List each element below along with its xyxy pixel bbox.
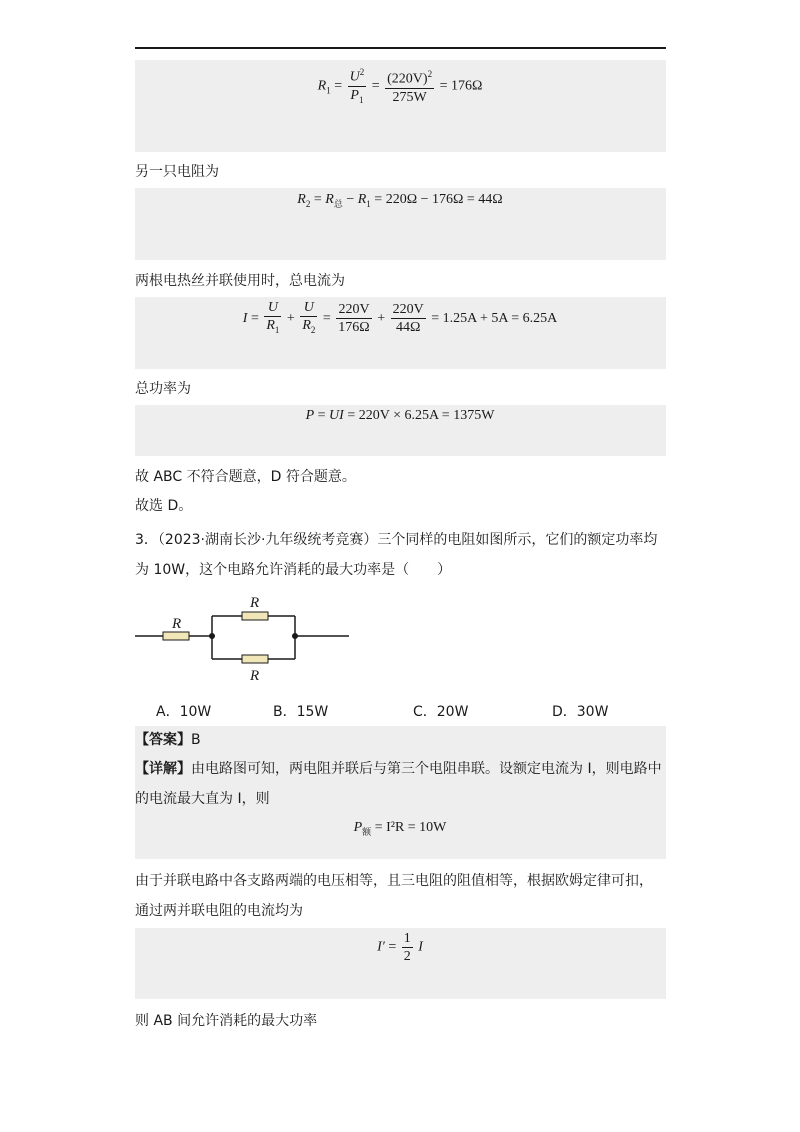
formula-r2: $R_2 = R_总 - R_1 = 220\Omega - 176\Omega = 44\Omega$ [297,192,503,209]
formula-power: P = UI = 220V × 6.25A = 1375W [305,408,495,423]
label-r-bottom: R [250,668,260,684]
text-choice: 故选 D。 [135,498,193,514]
text-total-current: 两根电热丝并联使用时，总电流为 [135,273,345,289]
option-a[interactable]: A．10W [156,704,212,720]
label-r-series: R [172,616,182,632]
text-total-power: 总功率为 [135,381,191,397]
text-conclusion: 故 ABC 不符合题意，D 符合题意。 [135,469,356,485]
question-line-2: 为 10W，这个电路允许消耗的最大功率是（ ） [135,562,452,578]
text-parallel-line-1: 由于并联电路中各支路两端的电压相等，且三电阻的阻值相等，根据欧姆定律可扣， [135,873,653,889]
answer-value: B [191,732,201,748]
text-other-resistor: 另一只电阻为 [135,164,219,180]
option-b[interactable]: B．15W [273,704,329,720]
resistor-bottom [242,655,268,663]
option-c[interactable]: C．20W [413,704,469,720]
formula-branch-current: I′ = $\frac{1}{2}$ I [377,931,423,964]
answer-label: 【答案】 [135,732,191,748]
label-r-top: R [250,595,260,611]
option-d[interactable]: D．30W [552,704,609,720]
circuit-diagram [130,588,360,688]
detail-label: 【详解】 [135,761,191,777]
text-parallel-line-2: 通过两并联电阻的电流均为 [135,903,303,919]
header-rule [135,47,666,49]
text-max-power: 则 AB 间允许消耗的最大功率 [135,1013,318,1029]
detail-line-1: 【详解】由电路图可知，两电阻并联后与第三个电阻串联。设额定电流为 I，则电路中 [135,761,662,777]
formula-rated-power: $P_额 = I^2R = 10W$ [353,820,447,837]
formula-current: I = $\frac{U}{R_1}$ + $\frac{U}{R_2}$ = $\frac{220V}{176\Omega}$ + $\frac{220V}{44\Omega}$ = 1.25A + 5A = 6.25A [242,300,558,336]
detail-line-2: 的电流最大直为 I，则 [135,791,270,807]
answer-line [135,730,201,750]
resistor-top [242,612,268,620]
resistor-series [163,632,189,640]
formula-r1: $R_1$ = $\frac{U^2}{P_1}$ = $\frac{(220V)^2}{275W}$ = 176Ω [0,64,800,108]
question-line-1: 3．（2023·湖南长沙·九年级统考竞赛）三个同样的电阻如图所示，它们的额定功率均 [135,532,658,548]
